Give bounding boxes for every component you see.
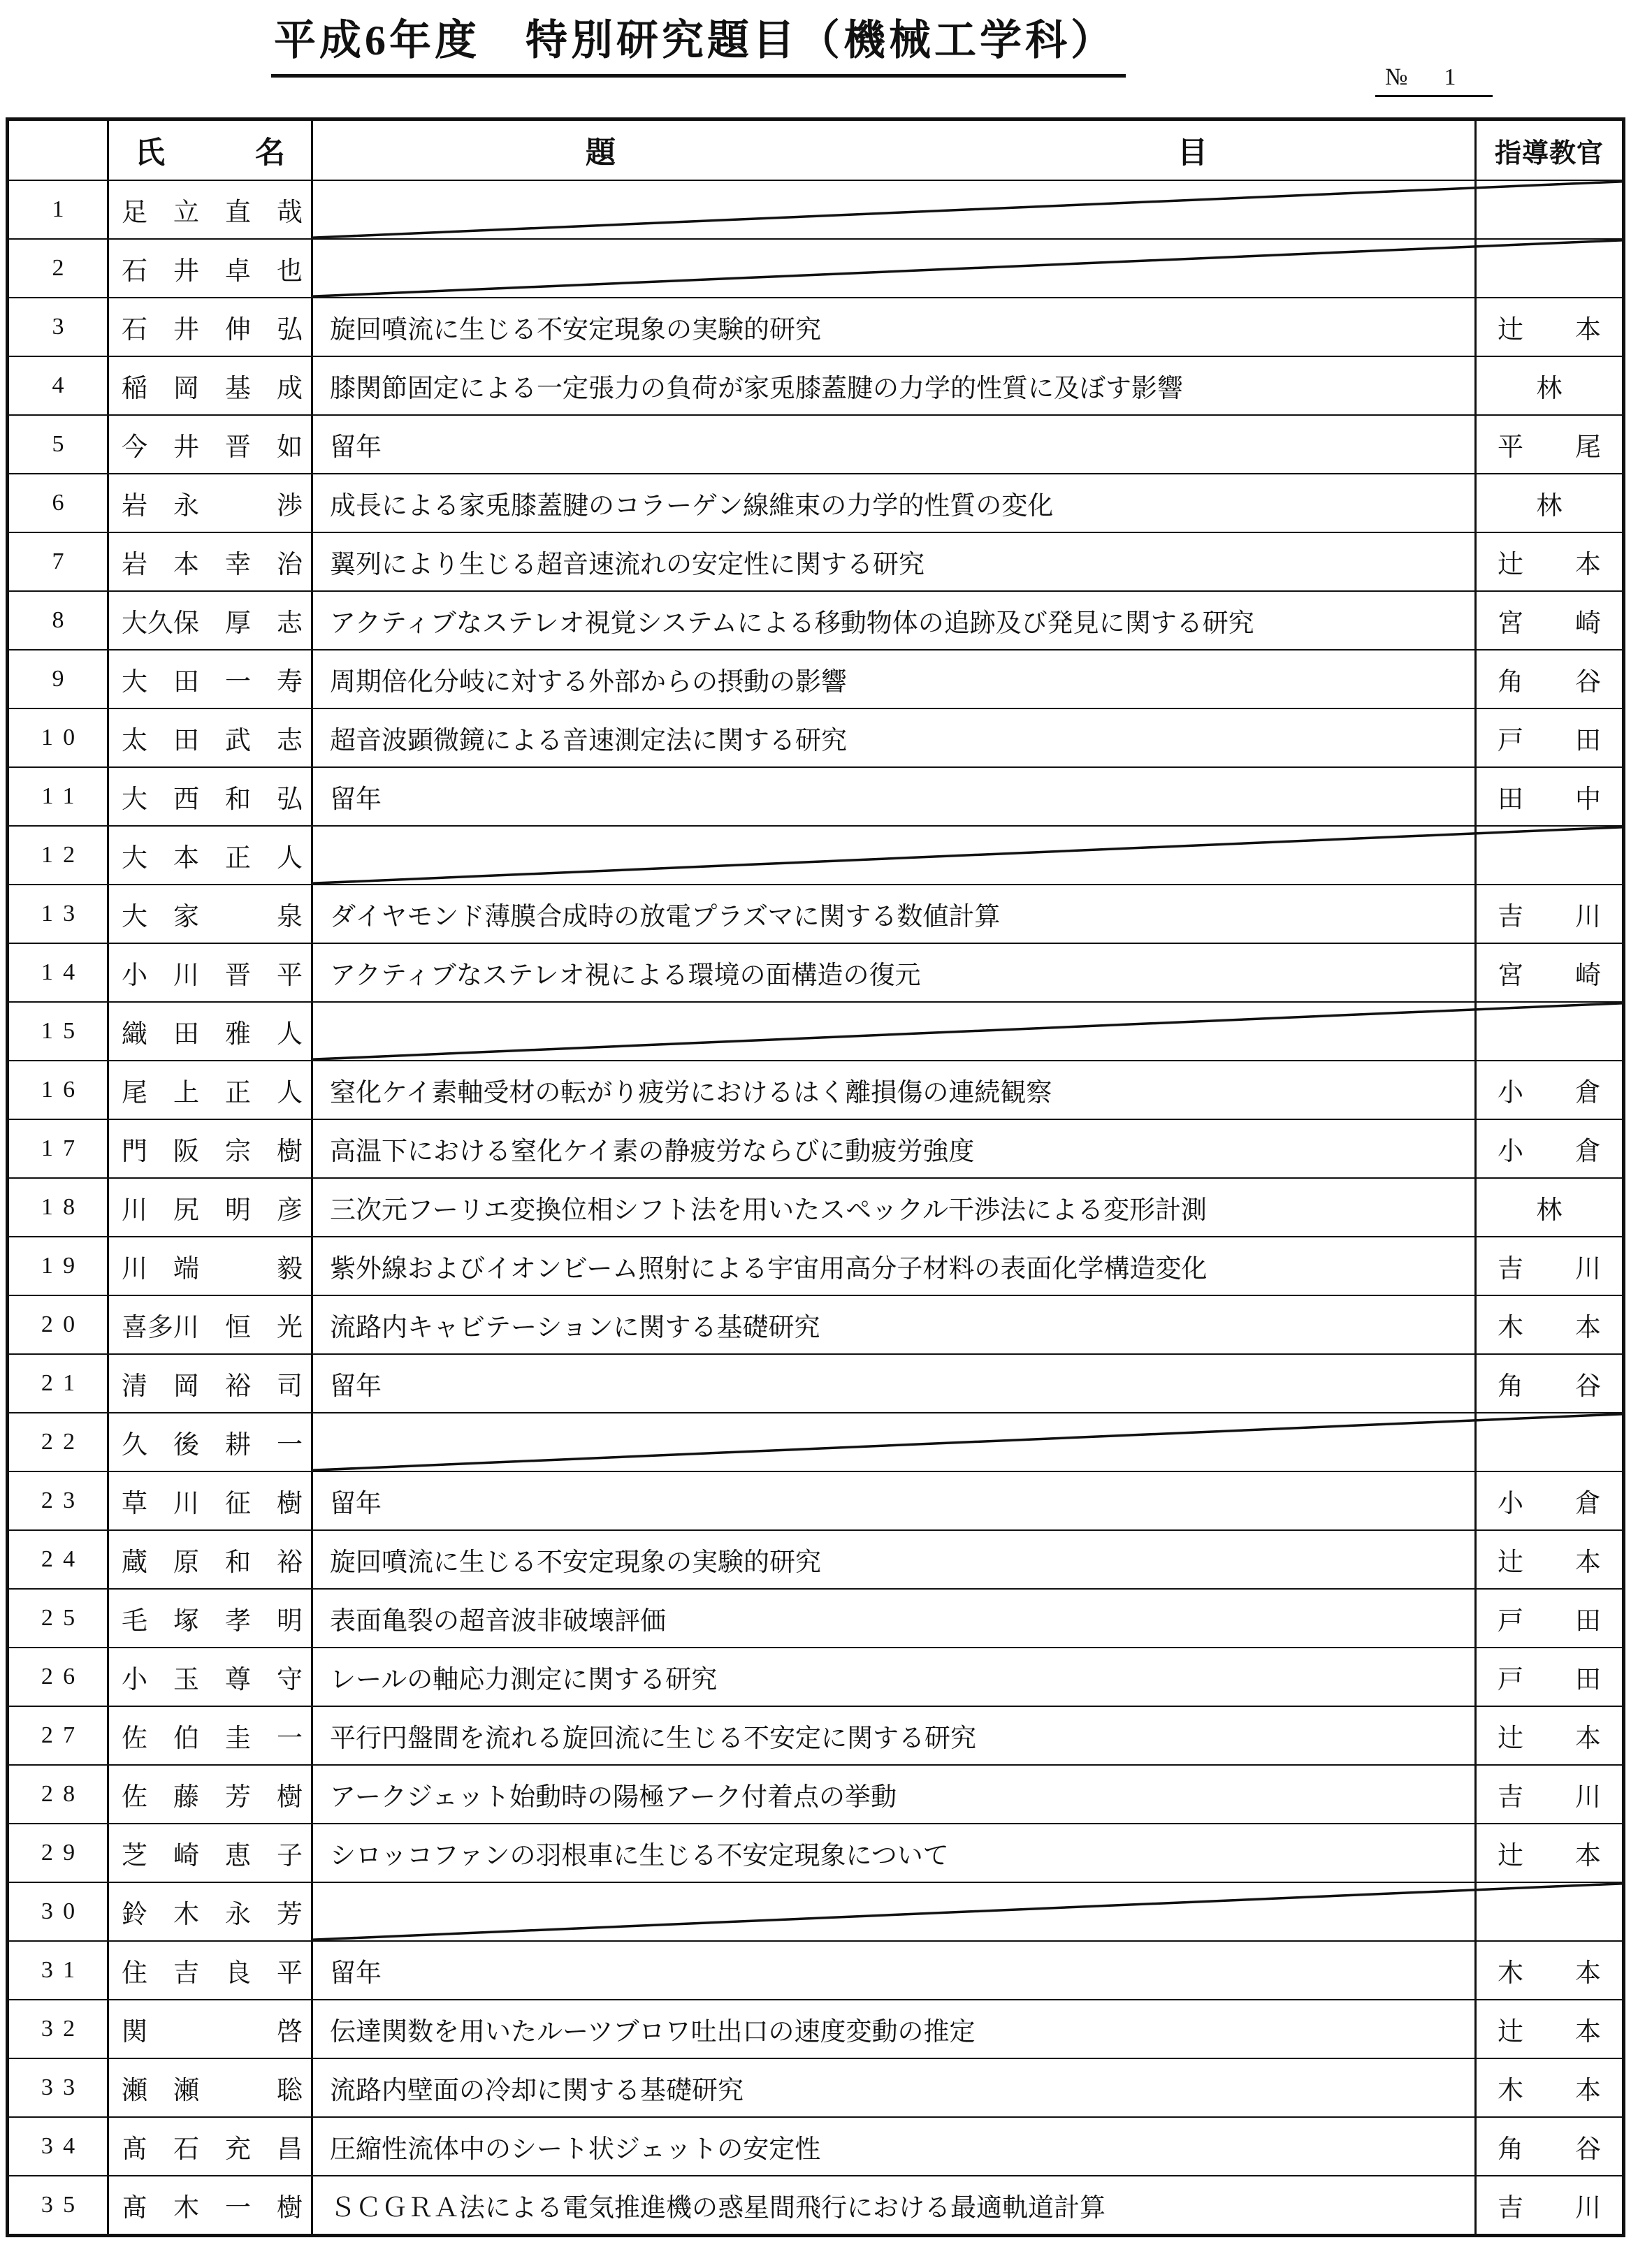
row-number: 9 <box>52 666 74 692</box>
table-row <box>9 1003 1622 1061</box>
row-number: 31 <box>41 1957 85 1983</box>
research-title: 留年 <box>313 416 1477 473</box>
table-row <box>9 1120 1622 1179</box>
table-row <box>9 2176 1622 2234</box>
student-name: 久 後 耕 一 <box>107 1413 313 1471</box>
student-name: 足 立 直 哉 <box>107 181 313 238</box>
supervisor-name: 吉 川 <box>1498 2194 1601 2223</box>
supervisor-name <box>1477 240 1622 297</box>
supervisor-name: 戸 田 <box>1498 1666 1601 1694</box>
student-name: 岩 本 幸 治 <box>107 533 313 590</box>
row-number: 15 <box>41 1018 85 1044</box>
research-title: 表面亀裂の超音波非破壊評価 <box>313 1590 1477 1647</box>
page-number <box>1375 64 1493 97</box>
student-name: 尾 上 正 人 <box>107 1061 313 1119</box>
research-title: 紫外線およびイオンビーム照射による宇宙用高分子材料の表面化学構造変化 <box>313 1237 1477 1295</box>
table-row <box>9 1942 1622 2000</box>
research-title: ＳＣＧＲＡ法による電気推進機の惑星間飛行における最適軌道計算 <box>313 2176 1477 2234</box>
page-number-value: 1 <box>1444 64 1456 90</box>
row-number: 32 <box>41 2016 85 2042</box>
table-row <box>9 709 1622 768</box>
table-row <box>9 885 1622 944</box>
supervisor-name: 角 谷 <box>1498 1372 1601 1401</box>
student-name: 川 尻 明 彦 <box>107 1179 313 1236</box>
supervisor-name: 宮 崎 <box>1498 961 1601 990</box>
student-name: 髙 石 充 昌 <box>107 2118 313 2175</box>
row-number: 19 <box>41 1253 85 1279</box>
table-row <box>9 1590 1622 1648</box>
research-title: 旋回噴流に生じる不安定現象の実験的研究 <box>313 298 1477 356</box>
table-row <box>9 1179 1622 1237</box>
student-name: 小 玉 尊 守 <box>107 1648 313 1706</box>
row-number: 20 <box>41 1311 85 1337</box>
research-title: 留年 <box>313 1942 1477 1999</box>
student-name: 大 本 正 人 <box>107 827 313 884</box>
row-number: 24 <box>41 1546 85 1572</box>
supervisor-name: 辻 本 <box>1498 2018 1601 2047</box>
supervisor-name: 吉 川 <box>1498 903 1601 931</box>
row-number: 8 <box>52 607 74 633</box>
research-title: ダイヤモンド薄膜合成時の放電プラズマに関する数値計算 <box>313 885 1477 943</box>
student-name: 芝 崎 恵 子 <box>107 1824 313 1882</box>
research-title <box>313 181 1477 238</box>
student-name: 喜多川 恒 光 <box>107 1296 313 1353</box>
research-title: 留年 <box>313 1355 1477 1412</box>
row-number: 4 <box>52 372 74 398</box>
supervisor-name: 角 谷 <box>1498 668 1601 697</box>
row-number: 26 <box>41 1664 85 1689</box>
table-row <box>9 2000 1622 2059</box>
table-row <box>9 768 1622 827</box>
row-number: 13 <box>41 901 85 926</box>
student-name: 関 啓 <box>107 2000 313 2058</box>
table-row <box>9 2059 1622 2118</box>
supervisor-name <box>1477 1413 1622 1471</box>
supervisor-name <box>1477 181 1622 238</box>
table-row <box>9 1824 1622 1883</box>
table-row <box>9 1472 1622 1531</box>
student-name: 門 阪 宗 樹 <box>107 1120 313 1177</box>
table-row <box>9 240 1622 298</box>
table-row <box>9 416 1622 474</box>
table-row <box>9 1296 1622 1355</box>
student-name: 瀬 瀬 聡 <box>107 2059 313 2116</box>
research-title: 三次元フーリエ変換位相シフト法を用いたスペックル干渉法による変形計測 <box>313 1179 1477 1236</box>
table-row <box>9 1766 1622 1824</box>
research-title: 周期倍化分岐に対する外部からの摂動の影響 <box>313 650 1477 708</box>
student-name: 岩 永 渉 <box>107 474 313 532</box>
table-row <box>9 1707 1622 1766</box>
supervisor-name: 辻 本 <box>1498 551 1601 579</box>
row-number: 30 <box>41 1898 85 1924</box>
student-name: 大久保 厚 志 <box>107 592 313 649</box>
table-row <box>9 474 1622 533</box>
student-name: 清 岡 裕 司 <box>107 1355 313 1412</box>
student-name: 蔵 原 和 裕 <box>107 1531 313 1588</box>
col-header-number <box>9 121 107 180</box>
col-header-title <box>313 121 1477 180</box>
row-number: 3 <box>52 314 74 340</box>
table-row <box>9 1237 1622 1296</box>
supervisor-name: 平 尾 <box>1498 433 1601 462</box>
row-number: 14 <box>41 959 85 985</box>
row-number: 16 <box>41 1077 85 1103</box>
research-title: 窒化ケイ素軸受材の転がり疲労におけるはく離損傷の連続観察 <box>313 1061 1477 1119</box>
research-title: アクティブなステレオ視覚システムによる移動物体の追跡及び発見に関する研究 <box>313 592 1477 649</box>
row-number: 17 <box>41 1135 85 1161</box>
row-number: 23 <box>41 1488 85 1513</box>
table-row <box>9 592 1622 650</box>
supervisor-name: 木 本 <box>1498 2077 1601 2105</box>
supervisor-name: 小 倉 <box>1498 1490 1601 1518</box>
row-number: 10 <box>41 725 85 750</box>
row-number: 22 <box>41 1429 85 1455</box>
supervisor-name: 木 本 <box>1498 1959 1601 1988</box>
row-number: 1 <box>52 196 74 222</box>
row-number: 27 <box>41 1722 85 1748</box>
page-number-label: № <box>1385 64 1408 90</box>
research-title: 膝関節固定による一定張力の負荷が家兎膝蓋腱の力学的性質に及ぼす影響 <box>313 357 1477 414</box>
student-name: 稲 岡 基 成 <box>107 357 313 414</box>
student-name: 毛 塚 孝 明 <box>107 1590 313 1647</box>
row-number: 28 <box>41 1781 85 1807</box>
student-name: 太 田 武 志 <box>107 709 313 766</box>
col-header-title-left: 題 <box>586 136 616 170</box>
student-name: 大 田 一 寿 <box>107 650 313 708</box>
supervisor-name <box>1477 827 1622 884</box>
research-title: 伝達関数を用いたルーツブロワ吐出口の速度変動の推定 <box>313 2000 1477 2058</box>
student-name: 佐 藤 芳 樹 <box>107 1766 313 1823</box>
table-row <box>9 2118 1622 2176</box>
table-row <box>9 1413 1622 1472</box>
supervisor-name: 辻 本 <box>1498 316 1601 344</box>
research-title: 翼列により生じる超音速流れの安定性に関する研究 <box>313 533 1477 590</box>
student-name: 今 井 晋 如 <box>107 416 313 473</box>
research-title: 成長による家兎膝蓋腱のコラーゲン線維束の力学的性質の変化 <box>313 474 1477 532</box>
table-row <box>9 357 1622 416</box>
table-row <box>9 1883 1622 1942</box>
supervisor-name: 小 倉 <box>1498 1079 1601 1107</box>
page-title: 平成6年度 特別研究題目（機械工学科） <box>271 7 1126 78</box>
student-name: 佐 伯 圭 一 <box>107 1707 313 1764</box>
col-header-name: 氏 名 <box>107 121 313 180</box>
supervisor-name: 林 <box>1536 375 1563 403</box>
table-row <box>9 1061 1622 1120</box>
research-title: 超音波顕微鏡による音速測定法に関する研究 <box>313 709 1477 766</box>
student-name: 草 川 征 樹 <box>107 1472 313 1529</box>
row-number: 29 <box>41 1840 85 1866</box>
supervisor-name: 林 <box>1536 492 1563 521</box>
row-number: 35 <box>41 2192 85 2218</box>
supervisor-name: 辻 本 <box>1498 1724 1601 1753</box>
research-title: 平行円盤間を流れる旋回流に生じる不安定に関する研究 <box>313 1707 1477 1764</box>
supervisor-name: 木 本 <box>1498 1314 1601 1342</box>
student-name: 大 西 和 弘 <box>107 768 313 825</box>
student-name: 小 川 晋 平 <box>107 944 313 1001</box>
row-number: 21 <box>41 1370 85 1396</box>
row-number: 2 <box>52 255 74 281</box>
row-number: 11 <box>41 783 85 809</box>
supervisor-name: 吉 川 <box>1498 1255 1601 1284</box>
research-title: レールの軸応力測定に関する研究 <box>313 1648 1477 1706</box>
supervisor-name: 林 <box>1536 1196 1563 1225</box>
research-title <box>313 1413 1477 1471</box>
supervisor-name: 戸 田 <box>1498 1607 1601 1636</box>
research-title: 留年 <box>313 1472 1477 1529</box>
table-row <box>9 1531 1622 1590</box>
row-number: 33 <box>41 2074 85 2100</box>
research-title: 圧縮性流体中のシート状ジェットの安定性 <box>313 2118 1477 2175</box>
research-title: 流路内キャビテーションに関する基礎研究 <box>313 1296 1477 1353</box>
row-number: 12 <box>41 842 85 868</box>
supervisor-name: 小 倉 <box>1498 1137 1601 1166</box>
research-topics-table <box>6 117 1625 2237</box>
supervisor-name: 吉 川 <box>1498 1783 1601 1812</box>
supervisor-name: 辻 本 <box>1498 1548 1601 1577</box>
research-title: 旋回噴流に生じる不安定現象の実験的研究 <box>313 1531 1477 1588</box>
table-row <box>9 1355 1622 1413</box>
student-name: 大 家 泉 <box>107 885 313 943</box>
supervisor-name: 田 中 <box>1498 785 1601 814</box>
table-header-row <box>9 121 1622 181</box>
research-title: シロッコファンの羽根車に生じる不安定現象について <box>313 1824 1477 1882</box>
col-header-title-right: 目 <box>1177 136 1208 170</box>
supervisor-name: 辻 本 <box>1498 1842 1601 1870</box>
research-title: アクティブなステレオ視による環境の面構造の復元 <box>313 944 1477 1001</box>
student-name: 鈴 木 永 芳 <box>107 1883 313 1940</box>
table-row <box>9 1648 1622 1707</box>
row-number: 7 <box>52 548 74 574</box>
research-title <box>313 1003 1477 1060</box>
supervisor-name: 角 谷 <box>1498 2135 1601 2164</box>
table-row <box>9 944 1622 1003</box>
research-title: 留年 <box>313 768 1477 825</box>
col-header-supervisor: 指導教官 <box>1494 138 1604 168</box>
supervisor-name: 宮 崎 <box>1498 609 1601 638</box>
student-name: 住 吉 良 平 <box>107 1942 313 1999</box>
research-title: 流路内壁面の冷却に関する基礎研究 <box>313 2059 1477 2116</box>
student-name: 織 田 雅 人 <box>107 1003 313 1060</box>
table-row <box>9 650 1622 709</box>
supervisor-name: 戸 田 <box>1498 727 1601 755</box>
student-name: 髙 木 一 樹 <box>107 2176 313 2234</box>
student-name: 石 井 卓 也 <box>107 240 313 297</box>
row-number: 5 <box>52 431 74 457</box>
row-number: 25 <box>41 1605 85 1631</box>
table-row <box>9 181 1622 240</box>
row-number: 18 <box>41 1194 85 1220</box>
research-title <box>313 240 1477 297</box>
row-number: 6 <box>52 490 74 516</box>
row-number: 34 <box>41 2133 85 2159</box>
research-title: アークジェット始動時の陽極アーク付着点の挙動 <box>313 1766 1477 1823</box>
research-title: 高温下における窒化ケイ素の静疲労ならびに動疲労強度 <box>313 1120 1477 1177</box>
student-name: 川 端 毅 <box>107 1237 313 1295</box>
table-row <box>9 533 1622 592</box>
supervisor-name <box>1477 1003 1622 1060</box>
research-title <box>313 827 1477 884</box>
supervisor-name <box>1477 1883 1622 1940</box>
table-row <box>9 827 1622 885</box>
student-name: 石 井 伸 弘 <box>107 298 313 356</box>
research-title <box>313 1883 1477 1940</box>
table-row <box>9 298 1622 357</box>
